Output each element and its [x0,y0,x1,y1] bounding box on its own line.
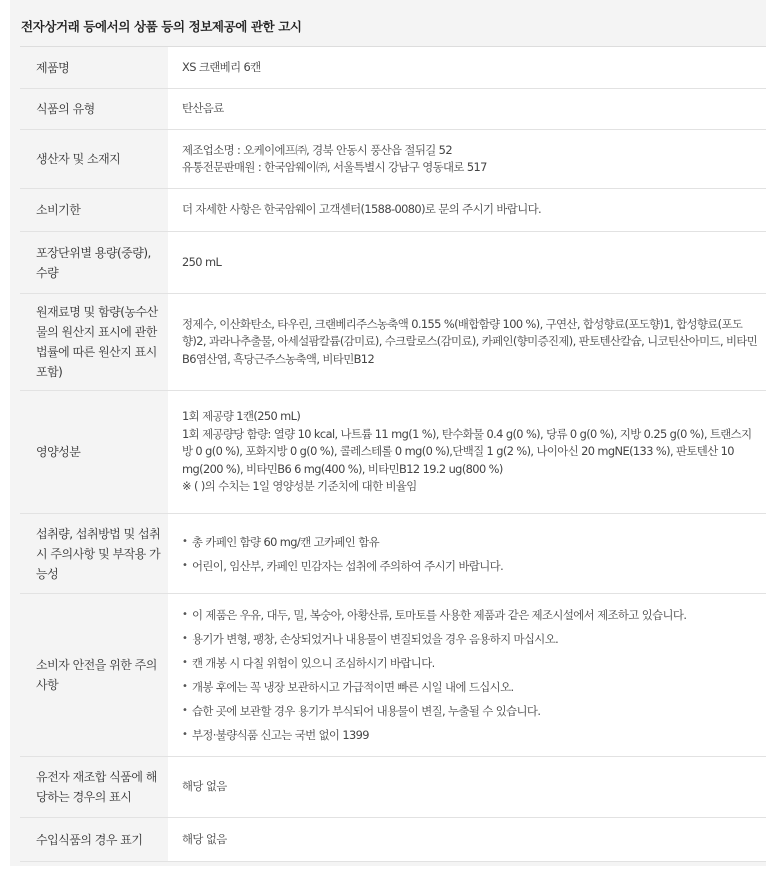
product-info-table [20,46,766,862]
table-row [20,818,766,862]
nutrition-content-text: 1회 제공량당 함량: 열량 10 kcal, 나트륨 11 mg(1 %), 탄수화물 0.4 g(0 %), 당류 0 g(0 %), 지방 0.25 g(0 %), 트랜스지방 0 g(0 %), 포화지방 0 g(0 %), 콜레스테롤 0 mg(0 %),단백질 1 g(2 %), 나이아신 20 mgNE(133 %), 판토텐산 10 mg(200 %), 비타민B6 6 mg(400 %), 비타민B12 19.2 ug(800 %) [182,426,752,476]
list-item: • 용기가 변형, 팽창, 손상되었거나 내용물이 변질되었을 경우 음용하지 마십시오. [182,627,758,651]
row-label-gmo: 유전자 재조합 식품에 해당하는 경우의 표시 [20,757,168,818]
row-label-producer: 생산자 및 소재지 [20,130,168,189]
row-value-safety [168,594,766,757]
table-row [20,294,766,391]
row-value-expiry: 더 자세한 사항은 한국암웨이 고객센터(1588-0080)로 문의 주시기 바랍니다. [168,189,766,232]
list-item: • 부정·불량식품 신고는 국번 없이 1399 [182,723,758,747]
table-row [20,189,766,232]
table-row [20,47,766,89]
table-row [20,514,766,594]
row-value-imported: 해당 없음 [168,818,766,862]
row-value-food-type: 탄산음료 [168,89,766,130]
row-value-ingredients: 정제수, 이산화탄소, 타우린, 크랜베리주스농축액 0.155 %(배합함량 100 %), 구연산, 합성향료(포도향)1, 합성향료(포도향)2, 과라나추출물, 아세설팜칼륨(감미료), 수크랄로스(감미료), 카페인(향미증진제), 판토텐산칼슘, 니코틴산아미드, 비타민B6염산염, 흑당근주스농축액, 비타민B12 [168,294,766,391]
row-value-product-name: XS 크랜베리 6캔 [168,47,766,89]
row-label-volume: 포장단위별 용량(중량), 수량 [20,232,168,294]
row-value-nutrition [168,391,766,514]
row-value-producer [168,130,766,189]
list-item: • 캔 개봉 시 다칠 위험이 있으니 조심하시기 바랍니다. [182,651,758,675]
row-label-ingredients: 원재료명 및 함량(농수산물의 원산지 표시에 관한 법률에 따른 원산지 표시 포함) [20,294,168,391]
row-label-product-name: 제품명 [20,47,168,89]
list-item: • 이 제품은 우유, 대두, 밀, 복숭아, 아황산류, 토마토를 사용한 제품과 같은 제조시설에서 제조하고 있습니다. [182,603,758,627]
table-row [20,130,766,189]
intake-bullet-list [182,530,758,578]
manufacturer-line: 제조업소명 : 오케이에프㈜, 경북 안동시 풍산읍 절뒤길 52 [182,142,452,157]
list-item: • 개봉 후에는 꼭 냉장 보관하시고 가급적이면 빠른 시일 내에 드십시오. [182,675,758,699]
row-label-safety: 소비자 안전을 위한 주의사항 [20,594,168,757]
safety-bullet-list [182,603,758,747]
row-value-intake [168,514,766,594]
list-item: • 습한 곳에 보관할 경우 용기가 부식되어 내용물이 변질, 누출될 수 있습니다. [182,699,758,723]
nutrition-footnote: ※ ( )의 수치는 1일 영양성분 기준치에 대한 비율임 [182,479,417,494]
distributor-line: 유통전문판매원 : 한국암웨이㈜, 서울특별시 강남구 영동대로 517 [182,160,487,174]
table-row [20,391,766,514]
serving-size-line: 1회 제공량 1캔(250 mL) [182,409,301,424]
notice-title: 전자상거래 등에서의 상품 등의 정보제공에 관한 고시 [21,19,302,34]
row-label-expiry: 소비기한 [20,189,168,232]
row-label-intake: 섭취량, 섭취방법 및 섭취시 주의사항 및 부작용 가능성 [20,514,168,594]
list-item: • 어린이, 임산부, 카페인 민감자는 섭취에 주의하여 주시기 바랍니다. [182,554,758,578]
product-info-notice [10,0,766,866]
list-item: • 총 카페인 함량 60 mg/캔 고카페인 함유 [182,530,758,554]
row-label-food-type: 식품의 유형 [20,89,168,130]
row-value-volume: 250 mL [168,232,766,294]
table-row [20,594,766,757]
row-label-nutrition: 영양성분 [20,391,168,514]
table-row [20,89,766,130]
row-label-imported: 수입식품의 경우 표기 [20,818,168,862]
table-row [20,757,766,818]
row-value-gmo: 해당 없음 [168,757,766,818]
table-row [20,232,766,294]
